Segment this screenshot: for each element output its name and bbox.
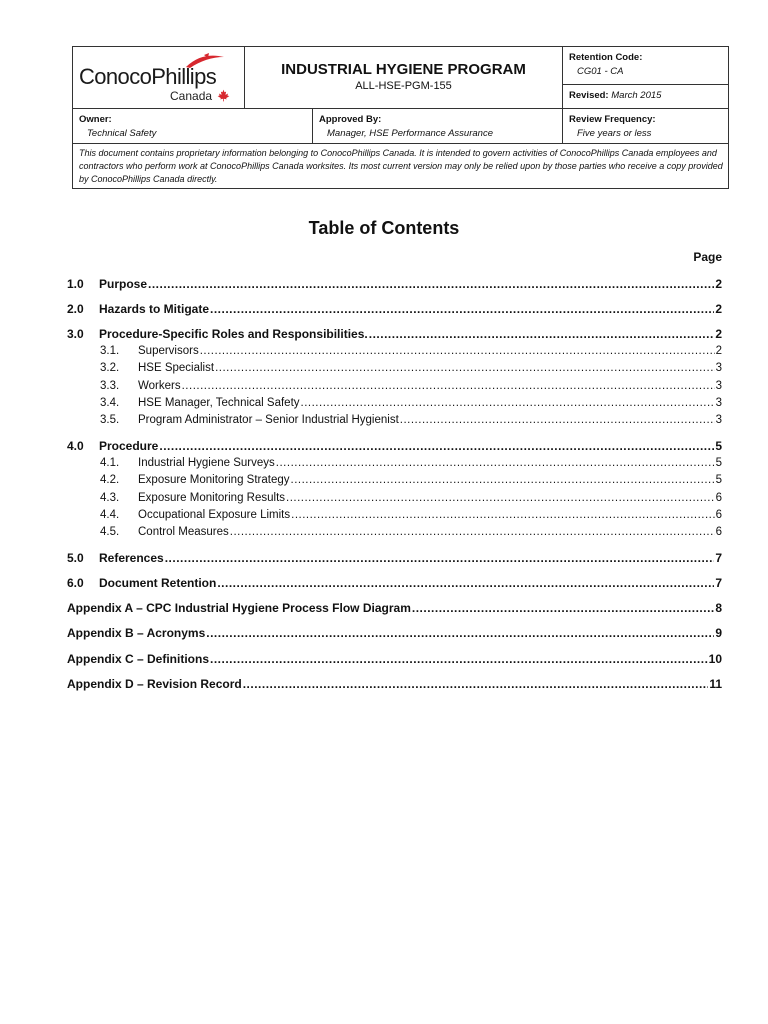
toc-entry-number: 4.2. xyxy=(100,474,120,486)
toc-dot-leader xyxy=(182,378,715,394)
toc-entry-number: 4.1. xyxy=(100,457,120,469)
toc-entry-page: 6 xyxy=(715,492,722,504)
toc-entry-page: 5 xyxy=(715,457,722,469)
retention-value: CG01 - CA xyxy=(577,66,624,77)
toc-entry-label: Document Retention xyxy=(99,576,217,590)
toc-dot-leader xyxy=(291,507,714,523)
toc-entry-label: Procedure xyxy=(99,439,159,453)
toc-dot-leader xyxy=(215,360,715,376)
toc-entry[interactable] xyxy=(67,550,722,566)
toc-entry-page: 6 xyxy=(715,526,722,538)
toc-entry-page: 3 xyxy=(715,397,722,409)
toc-entry[interactable] xyxy=(67,438,722,454)
toc-dot-leader xyxy=(159,438,714,454)
toc-entry-page: 5 xyxy=(715,474,722,486)
toc-entry-label: Procedure-Specific Roles and Responsibilities. xyxy=(99,327,368,341)
toc-entry-label: Workers xyxy=(138,380,181,392)
toc-page-label: Page xyxy=(693,250,722,264)
toc-entry-label: Hazards to Mitigate xyxy=(99,302,210,316)
toc-dot-leader xyxy=(369,326,715,342)
toc-entry[interactable] xyxy=(67,507,722,523)
toc-entry[interactable] xyxy=(67,575,722,591)
toc-entry-page: 2 xyxy=(715,277,722,291)
company-logo xyxy=(73,47,245,109)
toc-entry[interactable] xyxy=(67,455,722,471)
toc-entry-number: 4.3. xyxy=(100,492,120,504)
toc-entry-label: HSE Specialist xyxy=(138,362,215,374)
toc-entry[interactable] xyxy=(67,676,722,692)
toc-entry-number: 3.4. xyxy=(100,397,120,409)
toc-entry-page: 10 xyxy=(708,652,722,666)
toc-entry-page: 3 xyxy=(715,380,722,392)
document-code: ALL-HSE-PGM-155 xyxy=(355,80,452,92)
approved-cell xyxy=(313,109,563,144)
toc-entry[interactable] xyxy=(67,490,722,506)
toc-entry-page: 8 xyxy=(715,601,722,615)
toc-entry-label: Appendix A – CPC Industrial Hygiene Process Flow Diagram xyxy=(67,601,411,615)
toc-entry-page: 5 xyxy=(715,439,722,453)
revised-label: Revised: xyxy=(569,90,609,101)
toc-entry-page: 11 xyxy=(709,677,722,691)
toc-dot-leader xyxy=(165,550,715,566)
toc-entry[interactable] xyxy=(67,651,722,667)
toc-entry-number: 2.0 xyxy=(67,302,84,316)
revised-cell xyxy=(563,85,729,109)
toc-dot-leader xyxy=(412,600,714,616)
approved-value: Manager, HSE Performance Assurance xyxy=(327,128,493,139)
logo-subtext: Canada xyxy=(170,89,213,103)
toc-entry-page: 3 xyxy=(715,362,722,374)
logo-text: ConocoPhillips xyxy=(79,64,217,89)
toc-entry[interactable] xyxy=(67,326,722,342)
toc-dot-leader xyxy=(230,524,715,540)
toc-entry[interactable] xyxy=(67,395,722,411)
toc-dot-leader xyxy=(210,301,714,317)
toc-entry-page: 6 xyxy=(715,509,722,521)
maple-leaf-icon xyxy=(217,89,230,102)
toc-entry-label: Appendix C – Definitions xyxy=(67,652,210,666)
owner-value: Technical Safety xyxy=(87,128,157,139)
toc-entry[interactable] xyxy=(67,360,722,376)
toc-entry[interactable] xyxy=(67,625,722,641)
toc-entry-page: 3 xyxy=(715,414,722,426)
toc-entry-label: References xyxy=(99,551,164,565)
revised-value: March 2015 xyxy=(611,90,662,101)
toc-entry-page: 9 xyxy=(715,626,722,640)
toc-entry[interactable] xyxy=(67,378,722,394)
owner-label: Owner: xyxy=(79,114,112,125)
review-cell xyxy=(563,109,729,144)
toc-entry[interactable] xyxy=(67,472,722,488)
approved-label: Approved By: xyxy=(319,114,382,125)
toc-entry[interactable] xyxy=(67,343,722,359)
toc-dot-leader xyxy=(243,676,709,692)
toc-dot-leader xyxy=(200,343,715,359)
toc-entry-page: 7 xyxy=(715,551,722,565)
toc-dot-leader xyxy=(210,651,708,667)
toc-dot-leader xyxy=(276,455,715,471)
toc-dot-leader xyxy=(206,625,714,641)
toc-entry-number: 3.0 xyxy=(67,327,84,341)
toc-entry[interactable] xyxy=(67,412,722,428)
toc-title: Table of Contents xyxy=(308,218,460,238)
toc-entry-number: 4.4. xyxy=(100,509,120,521)
toc-entry-page: 2 xyxy=(715,327,722,341)
toc-entry-label: Occupational Exposure Limits xyxy=(138,509,291,521)
toc-entry-label: Exposure Monitoring Strategy xyxy=(138,474,290,486)
toc-entry-number: 1.0 xyxy=(67,277,84,291)
toc-entry-page: 2 xyxy=(715,302,722,316)
toc-entry[interactable] xyxy=(67,276,722,292)
toc-entry-label: Program Administrator – Senior Industrial Hygienist xyxy=(138,414,399,426)
document-header xyxy=(72,46,729,189)
retention-label: Retention Code: xyxy=(569,52,643,63)
toc-entry[interactable] xyxy=(67,301,722,317)
toc-entry-label: Supervisors xyxy=(138,345,199,357)
toc-entry-label: Exposure Monitoring Results xyxy=(138,492,286,504)
toc-entry-number: 3.1. xyxy=(100,345,120,357)
proprietary-notice: This document contains proprietary information belonging to ConocoPhillips Canada. It is intended to govern activities of ConocoPhillips Canada employees and contractors who perform work at ConocoPhillips Canada worksites. Its most current version may only be relied upon by those parties who receive a copy provided by ConocoPhillips Canada directly. xyxy=(79,148,723,184)
toc-entry-number: 6.0 xyxy=(67,576,84,590)
title-cell xyxy=(245,47,563,109)
retention-cell xyxy=(563,47,729,85)
toc-entry-number: 4.0 xyxy=(67,439,84,453)
review-value: Five years or less xyxy=(577,128,652,139)
toc-entry-label: HSE Manager, Technical Safety xyxy=(138,397,300,409)
toc-entry-label: Purpose xyxy=(99,277,148,291)
toc-entry-page: 2 xyxy=(715,345,722,357)
toc-entry-number: 3.5. xyxy=(100,414,120,426)
toc-entry-page: 7 xyxy=(715,576,722,590)
notice-cell xyxy=(73,144,729,189)
review-label: Review Frequency: xyxy=(569,114,656,125)
toc-dot-leader xyxy=(291,472,715,488)
toc-entry[interactable] xyxy=(67,524,722,540)
owner-cell xyxy=(73,109,313,144)
document-title: INDUSTRIAL HYGIENE PROGRAM xyxy=(281,61,526,78)
toc-dot-leader xyxy=(301,395,715,411)
toc-entry-label: Industrial Hygiene Surveys xyxy=(138,457,275,469)
toc-entry-number: 4.5. xyxy=(100,526,120,538)
toc-entry-number: 5.0 xyxy=(67,551,84,565)
toc-dot-leader xyxy=(286,490,715,506)
toc-entry-number: 3.2. xyxy=(100,362,120,374)
toc-entry[interactable] xyxy=(67,600,722,616)
toc-entry-label: Control Measures xyxy=(138,526,229,538)
toc-dot-leader xyxy=(217,575,714,591)
toc-entry-label: Appendix B – Acronyms xyxy=(67,626,206,640)
toc-entry-label: Appendix D – Revision Record xyxy=(67,677,242,691)
toc-dot-leader xyxy=(400,412,715,428)
toc-entry-number: 3.3. xyxy=(100,380,120,392)
toc-dot-leader xyxy=(148,276,714,292)
